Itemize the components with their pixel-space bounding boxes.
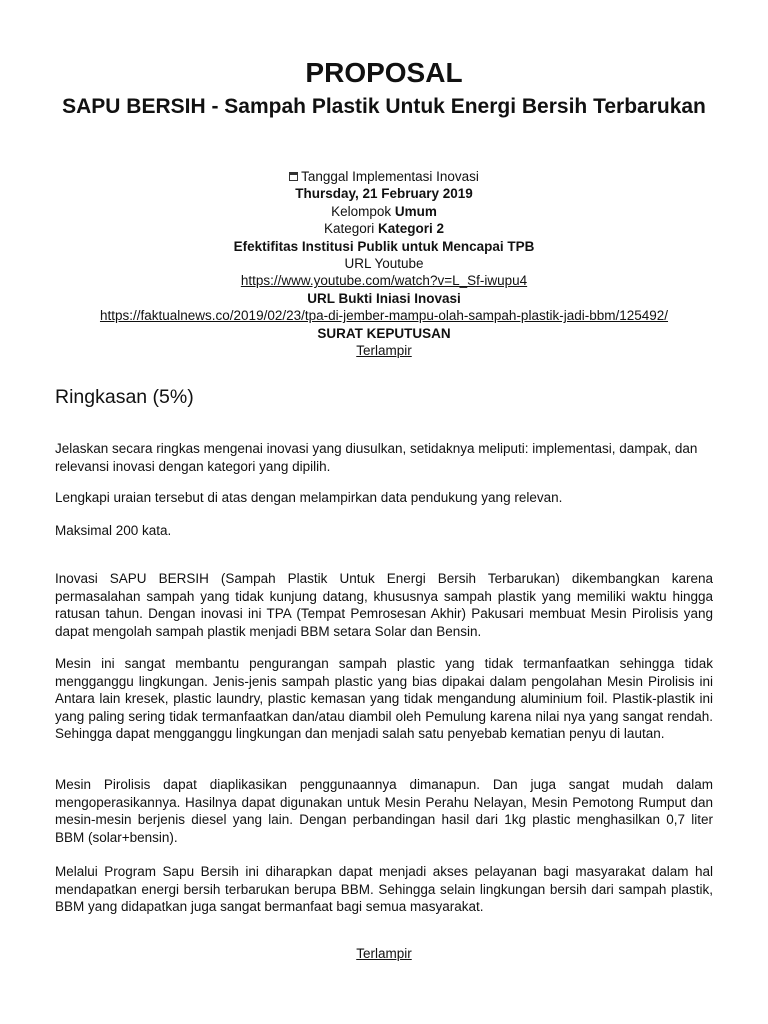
summary-text: Melalui Program Sapu Bersih ini diharapkan dapat menjadi akses pelayanan bagi masyarakat dalam hal mendapatkan energi bersih terbarukan berupa BBM. Sehingga selain lingkungan bersih dari sampah plastik, BBM yang didapatkan juga sangat bermanfaat bagi semua masyarakat. bbox=[55, 864, 713, 915]
implementation-label: Tanggal Implementasi Inovasi bbox=[301, 169, 479, 184]
summary-paragraph bbox=[55, 776, 713, 846]
youtube-link[interactable]: https://www.youtube.com/watch?v=L_Sf-iwupu4 bbox=[240, 273, 528, 289]
instruction-paragraph bbox=[55, 489, 713, 507]
instruction-paragraph bbox=[55, 440, 713, 475]
decree-label: SURAT KEPUTUSAN bbox=[317, 325, 451, 341]
category-label: Kategori bbox=[323, 221, 375, 237]
summary-text: Inovasi SAPU BERSIH (Sampah Plastik Untuk Energi Bersih Terbarukan) dikembangkan karena permasalahan sampah yang tidak kunjung datang, khususnya sampah plastik yang memiliki waktu hingga ratusan tahun. Dengan inovasi ini TPA (Tempat Pemrosesan Akhir) Pakusari membuat Mesin Pirolisis yang dapat mengolah sampah plastik menjadi BBM setara Solar dan Bensin. bbox=[55, 571, 713, 639]
instruction-text: Maksimal 200 kata. bbox=[55, 523, 172, 538]
summary-paragraph bbox=[55, 863, 713, 916]
category-row bbox=[40, 220, 728, 237]
implementation-date-row bbox=[40, 185, 728, 202]
evidence-link[interactable]: https://faktualnews.co/2019/02/23/tpa-di-jember-mampu-olah-sampah-plastik-jadi-bbm/125492/ bbox=[99, 308, 669, 324]
youtube-url-row bbox=[40, 272, 728, 289]
category-value: Kategori 2 bbox=[378, 221, 445, 237]
category-description-row bbox=[40, 238, 728, 255]
implementation-row bbox=[40, 168, 728, 185]
decree-attachment-link[interactable]: Terlampir bbox=[356, 343, 412, 359]
calendar-icon bbox=[289, 172, 298, 181]
document-subtitle: SAPU BERSIH - Sampah Plastik Untuk Energi Bersih Terbarukan bbox=[62, 95, 706, 118]
proposal-metadata bbox=[40, 168, 728, 359]
instruction-paragraph bbox=[55, 522, 713, 540]
category-description: Efektifitas Institusi Publik untuk Mencapai TPB bbox=[233, 238, 535, 254]
bottom-attachment-link[interactable]: Terlampir bbox=[356, 946, 412, 961]
summary-paragraph bbox=[55, 570, 713, 640]
bottom-attachment-row bbox=[0, 946, 768, 961]
group-value: Umum bbox=[394, 203, 437, 219]
implementation-date: Thursday, 21 February 2019 bbox=[295, 186, 473, 202]
youtube-label-row bbox=[40, 255, 728, 272]
decree-label-row bbox=[40, 325, 728, 342]
summary-text: Mesin Pirolisis dapat diaplikasikan penggunaannya dimanapun. Dan juga sangat mudah dalam mengoperasikannya. Hasilnya dapat digunakan untuk Mesin Perahu Nelayan, Mesin Pemotong Rumput dan mesin-mesin berjenis diesel yang lain. Dengan perbandingan hasil dari 1kg plastic menghasilkan 0,7 liter BBM (solar+bensin). bbox=[55, 777, 713, 845]
instruction-text: Lengkapi uraian tersebut di atas dengan melampirkan data pendukung yang relevan. bbox=[55, 490, 563, 505]
evidence-url-row bbox=[40, 307, 728, 324]
group-row bbox=[40, 203, 728, 220]
summary-text: Mesin ini sangat membantu pengurangan sampah plastic yang tidak termanfaatkan sehingga tidak mengganggu lingkungan. Jenis-jenis sampah plastic yang bias dipakai dalam pengolahan Mesin Pirolisis ini Antara lain kresek, plastic laundry, plastic kemasan yang tidak mengandung aluminium foil. Plastik-plastik ini yang paling sering tidak termanfaatkan dan/atau diambil oleh Pemulung karena nilai nya yang sangat rendah. Sehingga dapat mengganggu lingkungan dan menjadi salah satu penyebab kematian penyu di lautan. bbox=[55, 656, 713, 742]
instruction-text: Jelaskan secara ringkas mengenai inovasi yang diusulkan, setidaknya meliputi: implementasi, dampak, dan relevansi inovasi dengan kategori yang dipilih. bbox=[55, 441, 698, 474]
document-title: PROPOSAL bbox=[305, 57, 463, 88]
summary-paragraph bbox=[55, 655, 713, 743]
decree-link-row bbox=[40, 342, 728, 359]
group-label: Kelompok bbox=[331, 203, 392, 219]
section-heading: Ringkasan (5%) bbox=[55, 386, 194, 408]
evidence-label: URL Bukti Iniasi Inovasi bbox=[307, 290, 461, 306]
youtube-label: URL Youtube bbox=[344, 256, 424, 272]
evidence-label-row bbox=[40, 290, 728, 307]
